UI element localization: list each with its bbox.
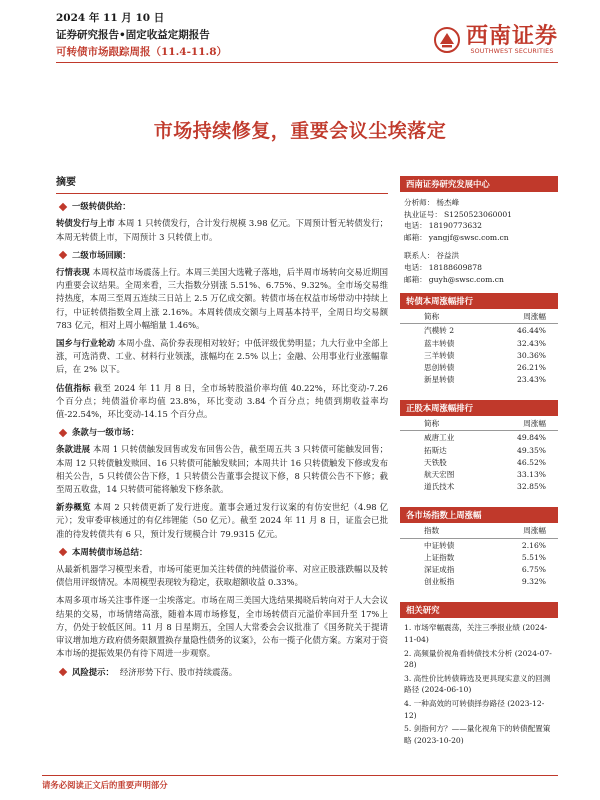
table-row: 汽模转 2 46.44% (424, 326, 546, 336)
table-row: 威唐工业 49.84% (424, 433, 546, 443)
bullet-icon (59, 668, 67, 676)
related-research-heading: 相关研究 (400, 602, 558, 618)
table-row: 道氏技术 32.85% (424, 482, 546, 492)
paragraph: 本周多项市场关注事件逐一尘埃落定。市场在周三美国大选结果揭晓后转向对于人大会议结果的交易，市场情绪高涨，随着本周市场修复，全市场转债百元溢价率回升至 17%上方，仍处于较低区间。11 月 8 日星期五，全国人大常委会会议批准了《国务院关于提请审议增加地方政府债务限额置换存量隐性债务的议案》，公布一揽子化债方案。方案对于资本市场的提振效果仍有待下周进一步观察。 (56, 595, 388, 659)
abstract-heading: 摘要 (56, 176, 388, 194)
logo-name-cn: 西南证券 (465, 23, 558, 49)
report-date: 2024 年 11 月 10 日 (56, 12, 165, 24)
bullet-icon (59, 251, 67, 259)
table-row: 蓝丰转债 32.43% (424, 338, 546, 348)
paragraph: 转债发行与上市 本周 1 只转债发行，合计发行规模 3.98 亿元。下周预计暂无转债发行；本周无转债上市，下周预计 3 只转债上市。 (56, 218, 389, 242)
paragraph: 国乡与行业轮动 本周小盘、高价券表现相对较好；中低评级优势明显；九大行业中全部上涨，可选消费、工业、材料行业领涨，涨幅均在 2.5% 以上；金融、公用事业行业涨幅靠后，在 2% 以下。 (56, 338, 389, 375)
paragraph: 估值指标 截至 2024 年 11 月 8 日，全市场转股溢价率均值 40.22%，环比变动-7.26 个百分点；纯债溢价率均值 23.8%，环比变动 3.84 个百分点；纯债到期收益率均值-22.54%，环比变动-14.15 个百分点。 (56, 382, 388, 420)
bond-ranking-heading: 转债本周涨幅排行 (400, 293, 558, 309)
related-research-list (400, 618, 558, 746)
table-row: 天铁股 46.52% (424, 457, 546, 467)
abstract-column (56, 176, 388, 683)
report-type: 证券研究报告•固定收益定期报告 (56, 29, 210, 41)
table-row: 创业板指 9.32% (424, 577, 546, 587)
risk-warning: 风险提示： 经济形势下行、股市持续震荡。 (56, 666, 388, 679)
header-divider (56, 62, 558, 63)
table-row: 思创转债 26.21% (424, 362, 546, 372)
section-heading: 一级转债供给： (56, 200, 388, 213)
table-row: 拓斯达 49.35% (424, 445, 546, 455)
company-logo (434, 24, 558, 55)
team-heading: 西南证券研究发展中心 (400, 176, 558, 192)
stock-ranking-heading: 正股本周涨幅排行 (400, 400, 558, 416)
paragraph: 从最新机器学习模型来看，市场可能更加关注转债的纯债溢价率、对应正股涨跌幅以及转债信用评级情况。本周模型表现较为稳定，获取超额收益 0.33%。 (56, 564, 388, 588)
analyst-contact: 分析师： 杨杰峰 执业证号： S1250523060001 电话： 18190773632 邮箱： yangjf@swsc.com.cn 联系人： 谷益洪 电话： 18188609878 邮箱： guyh@swsc.com.cn (404, 198, 512, 284)
table-row: 上证指数 5.51% (424, 552, 546, 562)
table-row: 航天宏图 33.13% (424, 470, 546, 480)
table-row: 深证成指 6.75% (424, 564, 546, 574)
list-item[interactable]: 5. 剑指何方？——量化视角下的转债配置策略 (2023-10-20) (404, 724, 551, 745)
index-ranking-heading: 各市场指数上周涨幅 (400, 507, 558, 523)
report-subtitle: 可转债市场跟踪周报（11.4-11.8） (56, 46, 228, 58)
paragraph: 行情表现 本周权益市场震荡上行。本周三美国大选靴子落地，后半周市场转向交易近期国内重要会议结果。全周来看，三大指数分别涨 5.51%、6.75%、9.32%。全市场交易维持热度，本周三至周五连续三日站上 2.5 万亿成交额。转债市场在权益市场带动中持续上行，中证转债指数全周上涨 2.16%。本周转债成交额与上周基本持平，全周日均交易额 783 亿元，相对上周小幅缩量 1.46%。 (56, 267, 388, 330)
table-row: 三羊转债 30.36% (424, 350, 546, 360)
table-row: 中证转债 2.16% (424, 540, 546, 550)
list-item[interactable]: 3. 高性价比转债筛选及更具现实意义的回测路径 (2024-06-10) (404, 673, 551, 695)
footer-divider (42, 775, 558, 776)
paragraph: 条款进展 本周 1 只转债触发回售或发布回售公告，截至周五共 3 只转债可能触发回售；本周 12 只转债触发赎回、16 只转债可能触发赎回；本周共计 16 只转债触发下修或发布相关公告，5 只转债公告下修，1 只转债公告董事会提议下修，8 只转债公告不下修；截至周五收盘，14 只转债可能将触发下修条款。 (56, 444, 388, 495)
section-heading: 本周转债市场总结： (56, 546, 388, 559)
bullet-icon (59, 203, 67, 211)
page-title: 市场持续修复，重要会议尘埃落定 (153, 120, 447, 142)
logo-name-en: SOUTHWEST SECURITIES (470, 48, 554, 55)
bullet-icon (59, 429, 67, 437)
sidebar (400, 176, 558, 748)
logo-emblem-icon (434, 27, 460, 53)
section-heading: 二级市场回顾： (56, 249, 388, 262)
section-heading: 条款与一级市场： (56, 426, 388, 439)
list-item[interactable]: 2. 高频量价视角看转债技术分析 (2024-07-28) (404, 648, 552, 670)
index-ranking-table: 指数 周涨幅 中证转债 2.16% 上证指数 5.51% 深证成指 6.75% 创业板指 9.32% (400, 523, 558, 588)
paragraph: 新券概览 本周 2 只转债更新了发行进度。董事会通过发行议案的有仿安世纪（4.98 亿元）；发审委审核通过的有亿纬锂能（50 亿元）。截至 2024 年 11 月 8 日，证监会已批准的待发转债共有 6 只，预计发行规模合计 79.9315 亿元。 (56, 502, 389, 539)
bond-ranking-table: 简称 周涨幅 汽模转 2 46.44% 蓝丰转债 32.43% 三羊转债 30.36% 思创转债 26.21% 新星转债 23.43% (400, 309, 558, 386)
table-row: 新星转债 23.43% (424, 375, 546, 385)
footer-disclaimer: 请务必阅读正文后的重要声明部分 (42, 780, 168, 790)
list-item[interactable]: 1. 市场窄幅震荡，关注三季报业绩 (2024-11-04) (404, 623, 548, 644)
stock-ranking-table: 简称 周涨幅 威唐工业 49.84% 拓斯达 49.35% 天铁股 46.52% 航天宏图 33.13% 道氏技术 32.85% (400, 416, 558, 493)
bullet-icon (59, 548, 67, 556)
list-item[interactable]: 4. 一种高效的可转债择券路径 (2023-12-12) (404, 698, 545, 720)
